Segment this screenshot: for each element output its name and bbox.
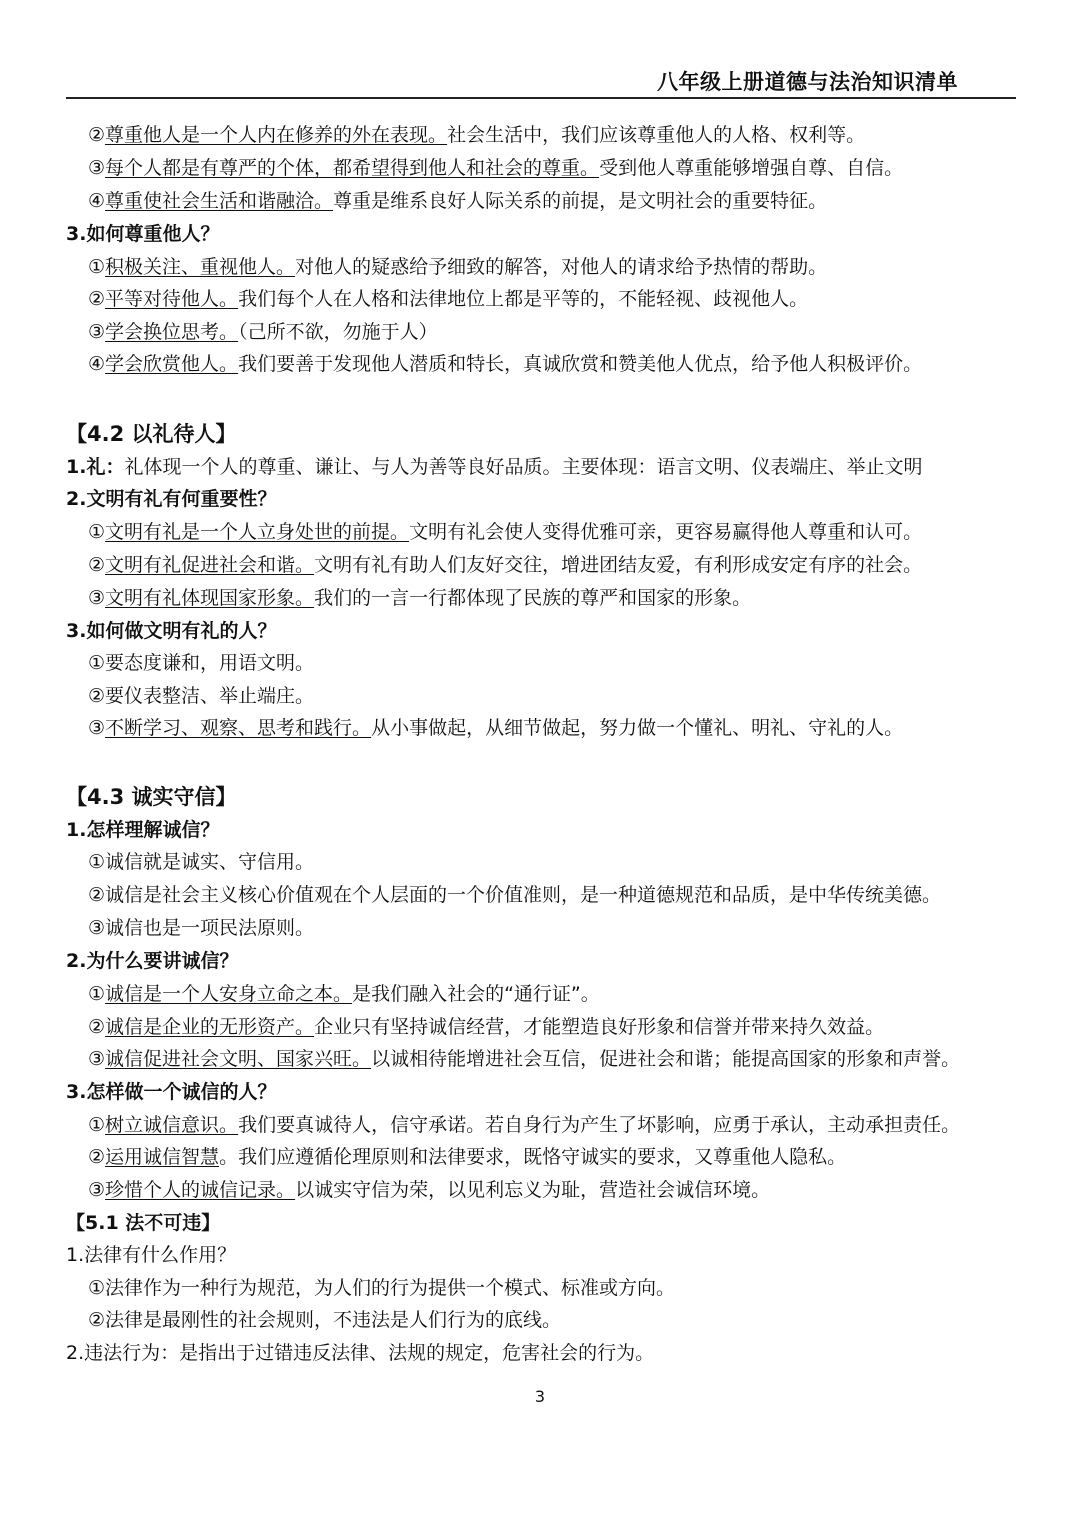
question-heading: 3.如何尊重他人？ [66,223,220,245]
question-heading: 2.文明有礼有何重要性？ [66,488,277,510]
list-item [88,553,922,577]
item-text: 文明有礼会使人变得优雅可亲，更容易赢得他人尊重和认可。 [409,521,923,543]
item-text: 要态度谦和，用语文明。 [105,652,315,674]
list-item [88,684,314,708]
list-item [88,189,827,213]
list-item [88,123,865,147]
key-point-underlined: 平等对待他人。 [105,288,239,310]
item-text: 法律作为一种行为规范，为人们的行为提供一个模式、标准或方向。 [105,1277,676,1299]
list-item [88,1276,675,1300]
item-number: ③ [88,321,106,343]
list-item [88,1113,960,1137]
item-text: 诚信是社会主义核心价值观在个人层面的一个价值准则，是一种道德规范和品质，是中华传统美德。 [105,884,942,906]
item-number: ② [88,884,106,906]
list-item [88,1308,561,1332]
item-number: ② [88,1146,106,1168]
list-item [88,1015,884,1039]
definition-text: 礼体现一个人的尊重、谦让、与人为善等良好品质。主要体现：语言文明、仪表端庄、举止文明 [124,456,923,478]
item-text: 是我们融入社会的“通行证”。 [352,983,600,1005]
key-point-underlined: 学会换位思考。 [105,321,239,343]
list-item [88,916,314,940]
item-number: ② [88,554,106,576]
list-item [88,651,314,675]
item-text: 诚信就是诚实、守信用。 [105,851,315,873]
item-number: ② [88,1016,106,1038]
key-point-underlined: 运用诚信智慧 [105,1146,220,1168]
question-heading: 1.法律有什么作用？ [66,1244,237,1266]
list-item [88,716,903,740]
item-text: 受到他人尊重能够增强自尊、自信。 [599,157,904,179]
item-text: 要仪表整洁、举止端庄。 [105,685,315,707]
item-text: 企业只有坚持诚信经营，才能塑造良好形象和信誉并带来持久效益。 [314,1016,885,1038]
list-item [88,1145,846,1169]
item-number: ③ [88,157,106,179]
item-number: ① [88,1114,106,1136]
item-number: ② [88,124,106,146]
item-text: 社会生活中，我们应该尊重他人的人格、权利等。 [447,124,866,146]
key-point-underlined: 珍惜个人的诚信记录。 [105,1179,296,1201]
item-number: ② [88,685,106,707]
list-item [88,1047,960,1071]
list-item [88,352,922,376]
list-item [88,156,903,180]
list-item [88,982,600,1006]
key-point-underlined: 文明有礼是一个人立身处世的前提。 [105,521,410,543]
item-text: 。我们应遵循伦理原则和法律要求，既恪守诚实的要求，又尊重他人隐私。 [219,1146,847,1168]
item-number: ② [88,1309,106,1331]
key-point-underlined: 每个人都是有尊严的个体，都希望得到他人和社会的尊重。 [105,157,600,179]
item-number: ③ [88,917,106,939]
header-title: 八年级上册道德与法治知识清单 [657,70,958,94]
question-heading: 3.怎样做一个诚信的人？ [66,1081,277,1103]
list-item [88,520,922,544]
item-text: 我们要真诚待人，信守承诺。若自身行为产生了坏影响，应勇于承认，主动承担责任。 [238,1114,961,1136]
item-number: ① [88,652,106,674]
page-number: 3 [534,1387,546,1406]
question-heading: 1.怎样理解诚信？ [66,819,220,841]
key-point-underlined: 不断学习、观察、思考和践行。 [105,717,372,739]
key-point-underlined: 文明有礼促进社会和谐。 [105,554,315,576]
list-item [88,850,314,874]
list-item [88,1178,770,1202]
item-number: ① [88,983,106,1005]
list-item [88,586,751,610]
item-number: ① [88,851,106,873]
section-heading: 【4.2 以礼待人】 [66,422,237,446]
section-heading: 【5.1 法不可违】 [66,1212,221,1234]
key-point-underlined: 尊重使社会生活和谐融洽。 [105,190,334,212]
key-point-underlined: 文明有礼体现国家形象。 [105,587,315,609]
key-point-underlined: 学会欣赏他人。 [105,353,239,375]
item-text: 尊重是维系良好人际关系的前提，是文明社会的重要特征。 [333,190,828,212]
key-point-underlined: 诚信是一个人安身立命之本。 [105,983,353,1005]
item-number: ③ [88,587,106,609]
section-heading: 【4.3 诚实守信】 [66,785,237,809]
item-number: ① [88,521,106,543]
item-number: ① [88,256,106,278]
header-divider [66,97,1016,99]
item-text: 以诚相待能增进社会互信，促进社会和谐；能提高国家的形象和声誉。 [371,1048,961,1070]
list-item [88,255,827,279]
key-point-underlined: 诚信促进社会文明、国家兴旺。 [105,1048,372,1070]
key-point-underlined: 积极关注、重视他人。 [105,256,296,278]
definition-line [66,455,922,479]
item-text: （己所不欲，勿施于人） [238,321,438,343]
item-text: 对他人的疑惑给予细致的解答，对他人的请求给予热情的帮助。 [295,256,828,278]
item-text: 以诚实守信为荣，以见利忘义为耻，营造社会诚信环境。 [295,1179,771,1201]
list-item [88,883,941,907]
item-number: ④ [88,353,106,375]
item-text: 我们要善于发现他人潜质和特长，真诚欣赏和赞美他人优点，给予他人积极评价。 [238,353,923,375]
item-text: 从小事做起，从细节做起，努力做一个懂礼、明礼、守礼的人。 [371,717,904,739]
key-point-underlined: 尊重他人是一个人内在修养的外在表现。 [105,124,448,146]
item-number: ③ [88,1048,106,1070]
key-point-underlined: 树立诚信意识。 [105,1114,239,1136]
item-number: ③ [88,717,106,739]
list-item [88,320,438,344]
definition-term: 1.礼： [66,456,125,478]
item-text: 法律是最刚性的社会规则，不违法是人们行为的底线。 [105,1309,562,1331]
item-text: 我们的一言一行都体现了民族的尊严和国家的形象。 [314,587,752,609]
item-number: ① [88,1277,106,1299]
item-number: ③ [88,1179,106,1201]
list-item [88,287,808,311]
question-heading: 3.如何做文明有礼的人？ [66,620,277,642]
key-point-underlined: 诚信是企业的无形资产。 [105,1016,315,1038]
item-number: ② [88,288,106,310]
item-text: 我们每个人在人格和法律地位上都是平等的，不能轻视、歧视他人。 [238,288,809,310]
question-heading: 2.违法行为：是指出于过错违反法律、法规的规定，危害社会的行为。 [66,1342,655,1364]
question-heading: 2.为什么要讲诚信？ [66,950,239,972]
item-text: 诚信也是一项民法原则。 [105,917,315,939]
item-text: 文明有礼有助人们友好交往，增进团结友爱，有利形成安定有序的社会。 [314,554,923,576]
item-number: ④ [88,190,106,212]
